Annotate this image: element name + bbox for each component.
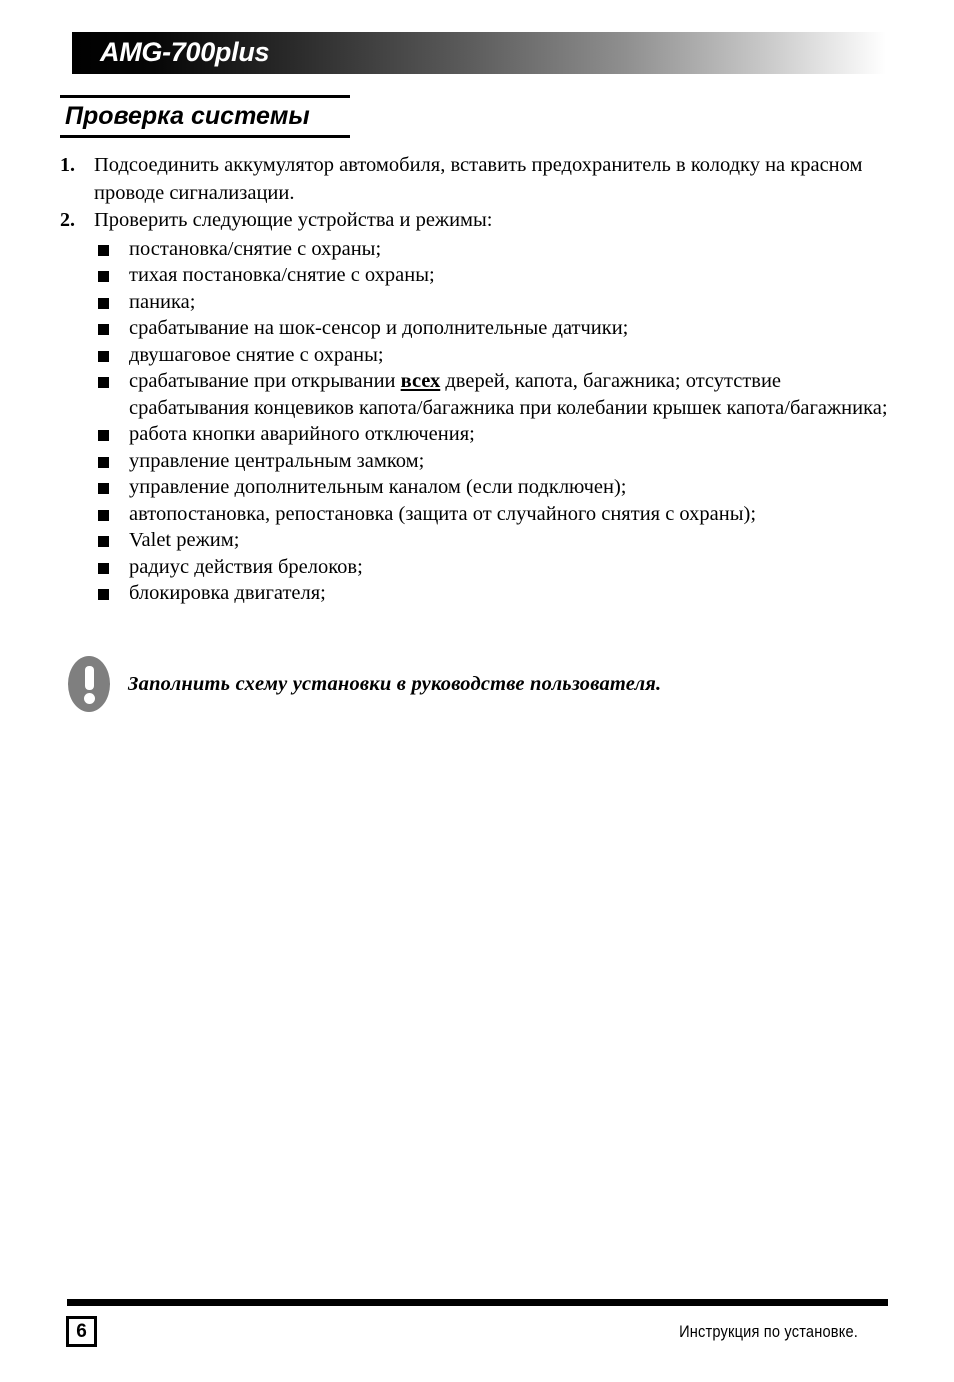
section-title-block (60, 95, 350, 138)
list-item (98, 527, 894, 554)
list-item-text-after: дверей, капота, багажника; отсутствие срабатывания концевиков капота/багажника при колебании крышек капота/багажника; (129, 370, 888, 419)
list-item-label: двушаговое снятие с охраны; (129, 343, 384, 366)
page-number: 6 (66, 1316, 97, 1347)
list-item-label: постановка/снятие с охраны; (129, 237, 382, 260)
list-item-text-before: срабатывание при открывании (129, 370, 401, 392)
list-item (98, 554, 894, 581)
list-item (98, 315, 894, 342)
list-item-label (129, 368, 894, 421)
numbered-item-2 (60, 207, 894, 235)
list-item (98, 580, 894, 607)
list-item (98, 421, 894, 448)
check-list (60, 236, 894, 607)
product-header-bar (72, 32, 886, 74)
square-bullet-icon (98, 262, 129, 282)
list-item-label: работа кнопки аварийного отключения; (129, 423, 475, 445)
note-callout (62, 653, 862, 715)
square-bullet-icon (98, 554, 129, 574)
footer-document-note: Инструкция по установке. (679, 1322, 858, 1341)
square-bullet-icon (98, 236, 129, 256)
list-item-emphasis: всех (400, 370, 441, 392)
square-bullet-icon (98, 289, 129, 309)
list-item (98, 236, 894, 263)
note-text: Заполнить схему установки в руководстве пользователя. (128, 672, 662, 695)
list-item (98, 368, 894, 421)
square-bullet-icon (98, 580, 129, 600)
list-item (98, 448, 894, 475)
numbered-item-1 (60, 152, 894, 207)
list-item-label: управление дополнительным каналом (если подключен); (129, 476, 627, 498)
list-item (98, 501, 894, 528)
list-item (98, 289, 894, 316)
numbered-item-1-text: Подсоединить аккумулятор автомобиля, вставить предохранитель в колодку на красном проводе сигнализации. (94, 154, 863, 204)
list-item-label: управление центральным замком; (129, 449, 425, 472)
section-title: Проверка системы (65, 102, 310, 130)
list-item-label: срабатывание на шок-сенсор и дополнительные датчики; (129, 317, 629, 339)
square-bullet-icon (98, 342, 129, 362)
list-item (98, 342, 894, 369)
page-content (60, 152, 894, 607)
list-item-label: паника; (129, 290, 196, 313)
product-title: AMG-700plus (100, 36, 270, 67)
square-bullet-icon (98, 527, 129, 547)
list-item-label: тихая постановка/снятие с охраны; (129, 264, 435, 286)
list-item (98, 474, 894, 501)
list-item-label: автопостановка, репостановка (защита от случайного снятия с охраны); (129, 502, 757, 525)
section-rule-bottom (60, 135, 350, 138)
numbered-item-1-marker: 1. (60, 154, 75, 176)
list-item-label: блокировка двигателя; (129, 582, 326, 604)
footer-rule (67, 1299, 888, 1306)
square-bullet-icon (98, 474, 129, 494)
list-item-label: Valet режим; (129, 529, 240, 551)
square-bullet-icon (98, 501, 129, 521)
numbered-item-2-marker: 2. (60, 209, 75, 231)
square-bullet-icon (98, 421, 129, 441)
square-bullet-icon (98, 448, 129, 468)
list-item-label: радиус действия брелоков; (129, 555, 363, 578)
list-item (98, 262, 894, 289)
square-bullet-icon (98, 315, 129, 335)
numbered-item-2-text: Проверить следующие устройства и режимы: (94, 209, 493, 231)
square-bullet-icon (98, 368, 129, 388)
exclamation-icon (62, 653, 110, 715)
